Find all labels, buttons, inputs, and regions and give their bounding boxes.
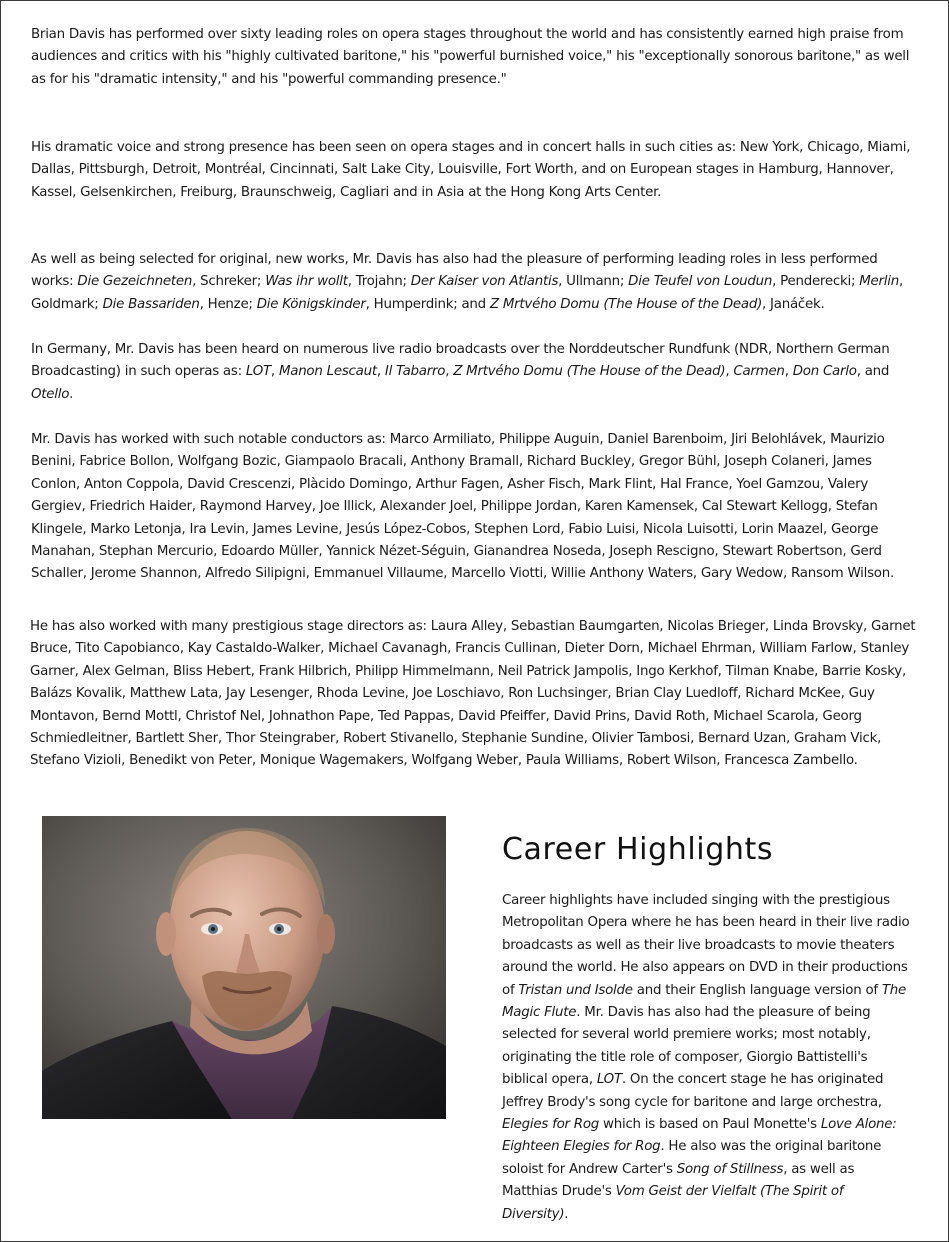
text-run: and their English language version of bbox=[632, 982, 882, 998]
text-run: , Ullmann; bbox=[558, 274, 629, 290]
bio-paragraph-intro bbox=[31, 24, 917, 91]
text-run: , Goldmark; bbox=[31, 274, 903, 312]
work-title: Die Teufel von Loudun bbox=[628, 274, 773, 290]
work-title: Carmen bbox=[733, 364, 785, 380]
text-run: , Henze; bbox=[199, 296, 257, 312]
text-run: As well as being selected for original, new works, Mr. Davis has also had the pleasure of performing leading roles in less performed works: bbox=[31, 252, 878, 290]
text-run: Brian Davis has performed over sixty leading roles on opera stages throughout the world and has consistently earned high praise from audiences and critics with his "highly cultivated baritone," his "powerful burnished voice," his "exceptionally sonorous baritone," as well as for his "dramatic intensity," and his "powerful commanding presence." bbox=[31, 27, 910, 87]
work-title: Z Mrtvého Domu (The House of the Dead) bbox=[489, 296, 763, 312]
work-title: Don Carlo bbox=[792, 364, 857, 380]
work-title: Die Gezeichneten bbox=[77, 274, 193, 290]
text-run: , bbox=[725, 364, 734, 380]
bio-paragraph-rare-works bbox=[31, 249, 917, 316]
bio-paragraph-directors bbox=[30, 616, 916, 773]
text-run: , Schreker; bbox=[192, 274, 266, 290]
work-title: Was ihr wollt bbox=[265, 274, 348, 290]
text-run: Mr. Davis has worked with such notable conductors as: Marco Armiliato, Philippe Auguin, Daniel Barenboim, Jiri Belohlávek, Maurizio Benini, Fabrice Bollon, Wolfgang Bozic, Giampaolo Bracali, Anthony Bramall, Richard Buckley, Gregor Bühl, Joseph Colaneri, James Conlon, Anton Coppola, David Crescenzi, Plàcido Domingo, Arthur Fagen, Asher Fisch, Mark Flint, Hal France, Yoel Gamzou, Valery Gergiev, Friedrich Haider, Raymond Harvey, Joe Illick, Alexander Joel, Philippe Jordan, Karen Kamensek, Cal Stewart Kellogg, Stefan Klingele, Marko Letonja, Ira Levin, James Levine, Jesús López-Cobos, Stephen Lord, Fabio Luisi, Nicola Luisotti, Lorin Maazel, George Manahan, Stephan Mercurio, Edoardo Müller, Yannick Nézet-Séguin, Gianandrea Noseda, Joseph Rescigno, Stewart Robertson, Gerd Schaller, Jerome Shannon, Alfredo Silipigni, Emmanuel Villaume, Marcello Viotti, Willie Anthony Waters, Gary Wedow, Ransom Wilson. bbox=[31, 432, 894, 582]
text-run: , Janáček. bbox=[762, 296, 825, 312]
text-run: , bbox=[784, 364, 793, 380]
work-title: LOT bbox=[596, 1072, 622, 1088]
text-run: , and bbox=[856, 364, 890, 380]
career-highlights-text bbox=[502, 890, 910, 1226]
text-run: which is based on Paul Monette's bbox=[599, 1117, 821, 1133]
work-title: Vom Geist der Vielfalt (The Spirit of Diversity) bbox=[502, 1184, 844, 1222]
text-run: Career highlights have included singing with the prestigious Metropolitan Opera where he has been heard in their live radio broadcasts as well as their live broadcasts to movie theaters around the world. He also appears on DVD in their productions of bbox=[502, 893, 910, 998]
bio-paragraph-cities bbox=[31, 137, 917, 204]
text-run: , Penderecki; bbox=[772, 274, 860, 290]
text-run: , bbox=[270, 364, 279, 380]
text-run: . bbox=[69, 386, 74, 402]
work-title: LOT bbox=[245, 364, 271, 380]
bio-paragraph-conductors bbox=[31, 429, 917, 586]
text-run: , as well as Matthias Drude's bbox=[502, 1161, 855, 1200]
text-run: . He also was the original baritone soloist for Andrew Carter's bbox=[502, 1139, 882, 1177]
text-run: . Mr. Davis has also had the pleasure of being selected for several world premiere works; most notably, originating the title role of composer, Giorgio Battistelli's biblical opera, bbox=[502, 1005, 871, 1088]
portrait-photo bbox=[42, 816, 446, 1119]
text-run: , bbox=[445, 364, 454, 380]
text-run: His dramatic voice and strong presence has been seen on opera stages and in concert halls in such cities as: New York, Chicago, Miami, Dallas, Pittsburgh, Detroit, Montréal, Cincinnati, Salt Lake City, Louisville, Fort Worth, and on European stages in Hamburg, Hannover, Kassel, Gelsenkirchen, Freiburg, Braunschweig, Cagliari and in Asia at the Hong Kong Arts Center. bbox=[31, 140, 911, 200]
work-title: Elegies for Rog bbox=[502, 1117, 600, 1133]
work-title: Tristan und Isolde bbox=[518, 982, 633, 998]
work-title: Il Tabarro bbox=[384, 364, 446, 380]
work-title: The Magic Flute bbox=[502, 982, 907, 1021]
text-run: . bbox=[564, 1206, 569, 1222]
text-run: He has also worked with many prestigious stage directors as: Laura Alley, Sebastian Baumgarten, Nicolas Brieger, Linda Brovsky, Garnet Bruce, Tito Capobianco, Kay Castaldo-Walker, Michael Cavanagh, Francis Cullinan, Dieter Dorn, Michael Ehrman, William Farlow, Stanley Garner, Alex Gelman, Bliss Hebert, Frank Hilbrich, Philipp Himmelmann, Neil Patrick Jampolis, Ingo Kerkhof, Tilman Knabe, Barrie Kosky, Balázs Kovalik, Matthew Lata, Jay Lesenger, Rhoda Levine, Joe Loschiavo, Ron Luchsinger, Brian Clay Luedloff, Richard McKee, Guy Montavon, Bernd Mottl, Christof Nel, Johnathon Pape, Ted Pappas, David Pfeiffer, David Prins, David Roth, Michael Scarola, Georg Schmiedleitner, Bartlett Sher, Thor Steingraber, Robert Stivanello, Stephanie Sundine, Olivier Tambosi, Bernard Uzan, Graham Vick, Stefano Vizioli, Benedikt von Peter, Monique Wagemakers, Wolfgang Weber, Paula Williams, Robert Wilson, Francesca Zambello. bbox=[30, 619, 916, 769]
text-run: In Germany, Mr. Davis has been heard on numerous live radio broadcasts over the Norddeutscher Rundfunk (NDR, Northern German Broadcasting) in such operas as: bbox=[31, 342, 890, 380]
work-title: Love Alone: Eighteen Elegies for Rog bbox=[502, 1117, 897, 1155]
work-title: Song of Stillness bbox=[676, 1161, 784, 1177]
work-title: Der Kaiser von Atlantis bbox=[410, 274, 559, 290]
work-title: Manon Lescaut bbox=[278, 364, 377, 380]
work-title: Z Mrtvého Domu (The House of the Dead) bbox=[453, 364, 726, 380]
work-title: Otello bbox=[31, 386, 70, 402]
text-run: , bbox=[376, 364, 385, 380]
text-run: , Humperdink; and bbox=[365, 296, 490, 312]
career-highlights-heading: Career Highlights bbox=[502, 832, 774, 867]
work-title: Merlin bbox=[859, 274, 899, 290]
work-title: Die Bassariden bbox=[102, 296, 200, 312]
text-run: , Trojahn; bbox=[347, 274, 411, 290]
text-run: . On the concert stage he has originated Jeffrey Brody's song cycle for baritone and large orchestra, bbox=[502, 1072, 884, 1110]
work-title: Die Königskinder bbox=[256, 296, 366, 312]
bio-paragraph-radio bbox=[31, 339, 917, 406]
